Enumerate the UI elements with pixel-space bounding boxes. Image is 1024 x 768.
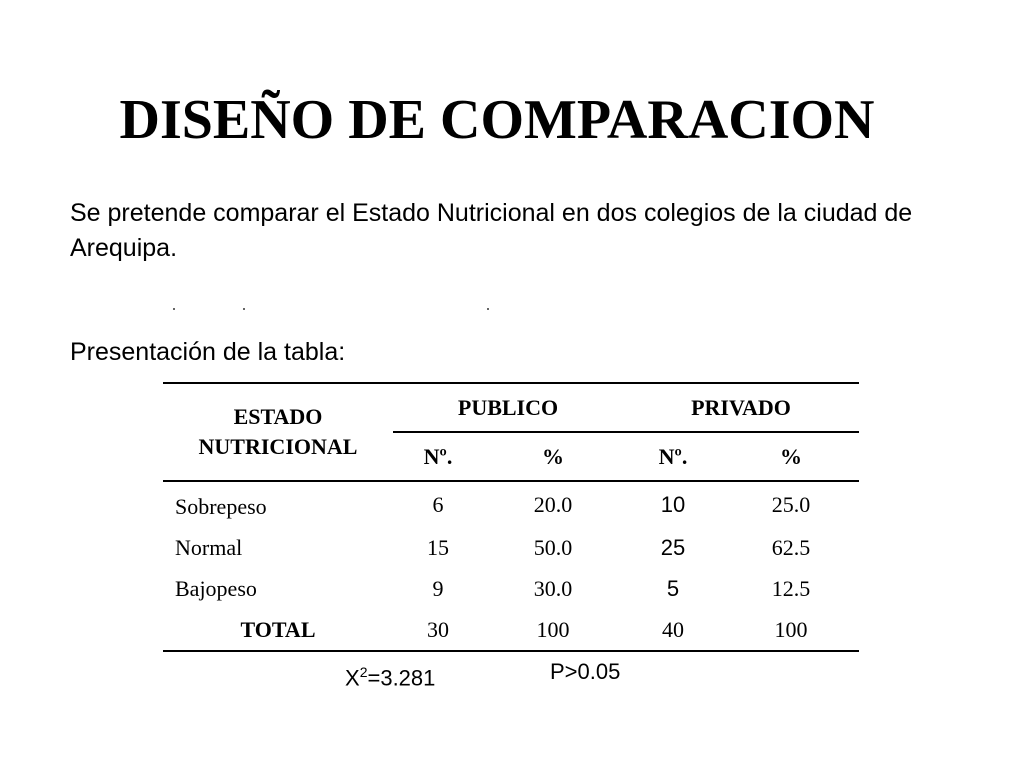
row-label: Sobrepeso	[175, 493, 267, 519]
publico-num-cell: 15	[427, 534, 449, 560]
table-caption: Presentación de la tabla:	[70, 338, 346, 366]
row-label: Normal	[175, 534, 243, 560]
privado-num-cell: 10	[660, 491, 686, 517]
header-row-groups	[163, 383, 859, 432]
total-publico-num: 30	[427, 616, 449, 642]
nutrition-table	[163, 382, 859, 652]
table-row	[163, 481, 859, 527]
table-row	[163, 527, 859, 568]
privado-pct-cell: 12.5	[771, 575, 811, 601]
publico-pct-cell: 30.0	[533, 575, 573, 601]
intro-text: Se pretende comparar el Estado Nutricional en dos colegios de la ciudad de Arequipa.	[70, 199, 913, 262]
header-privado: PRIVADO	[623, 383, 859, 432]
total-privado-num: 40	[662, 616, 684, 642]
publico-num-cell: 6	[432, 491, 444, 517]
total-label: TOTAL	[240, 616, 316, 642]
privado-pct-cell: 25.0	[771, 491, 811, 517]
header-publico-pct: %	[542, 443, 564, 469]
total-row	[163, 609, 859, 651]
header-publico: PUBLICO	[393, 383, 623, 432]
chi-exponent: 2	[359, 664, 368, 680]
table-row	[163, 568, 859, 609]
decorative-dot	[243, 308, 245, 310]
privado-num-cell: 5	[666, 575, 680, 601]
header-privado-pct: %	[780, 443, 802, 469]
total-publico-pct: 100	[536, 616, 570, 642]
privado-num-cell: 25	[660, 534, 686, 560]
header-privado-num: Nº.	[658, 443, 688, 469]
publico-num-cell: 9	[432, 575, 444, 601]
decorative-dot	[487, 308, 489, 310]
nutrition-table-container	[163, 382, 859, 652]
header-estado-nutricional: ESTADO NUTRICIONAL	[163, 383, 393, 481]
decorative-dot	[173, 308, 175, 310]
privado-pct-cell: 62.5	[771, 534, 811, 560]
page-title: DISEÑO DE COMPARACION	[119, 89, 875, 151]
row-label: Bajopeso	[175, 575, 257, 601]
total-privado-pct: 100	[774, 616, 808, 642]
publico-pct-cell: 50.0	[533, 534, 573, 560]
header-publico-num: Nº.	[423, 443, 453, 469]
chi-number: =3.281	[367, 665, 436, 691]
publico-pct-cell: 20.0	[533, 491, 573, 517]
chi-square-value	[345, 655, 435, 695]
p-value: P>0.05	[550, 659, 621, 684]
chi-symbol: X	[345, 665, 360, 691]
